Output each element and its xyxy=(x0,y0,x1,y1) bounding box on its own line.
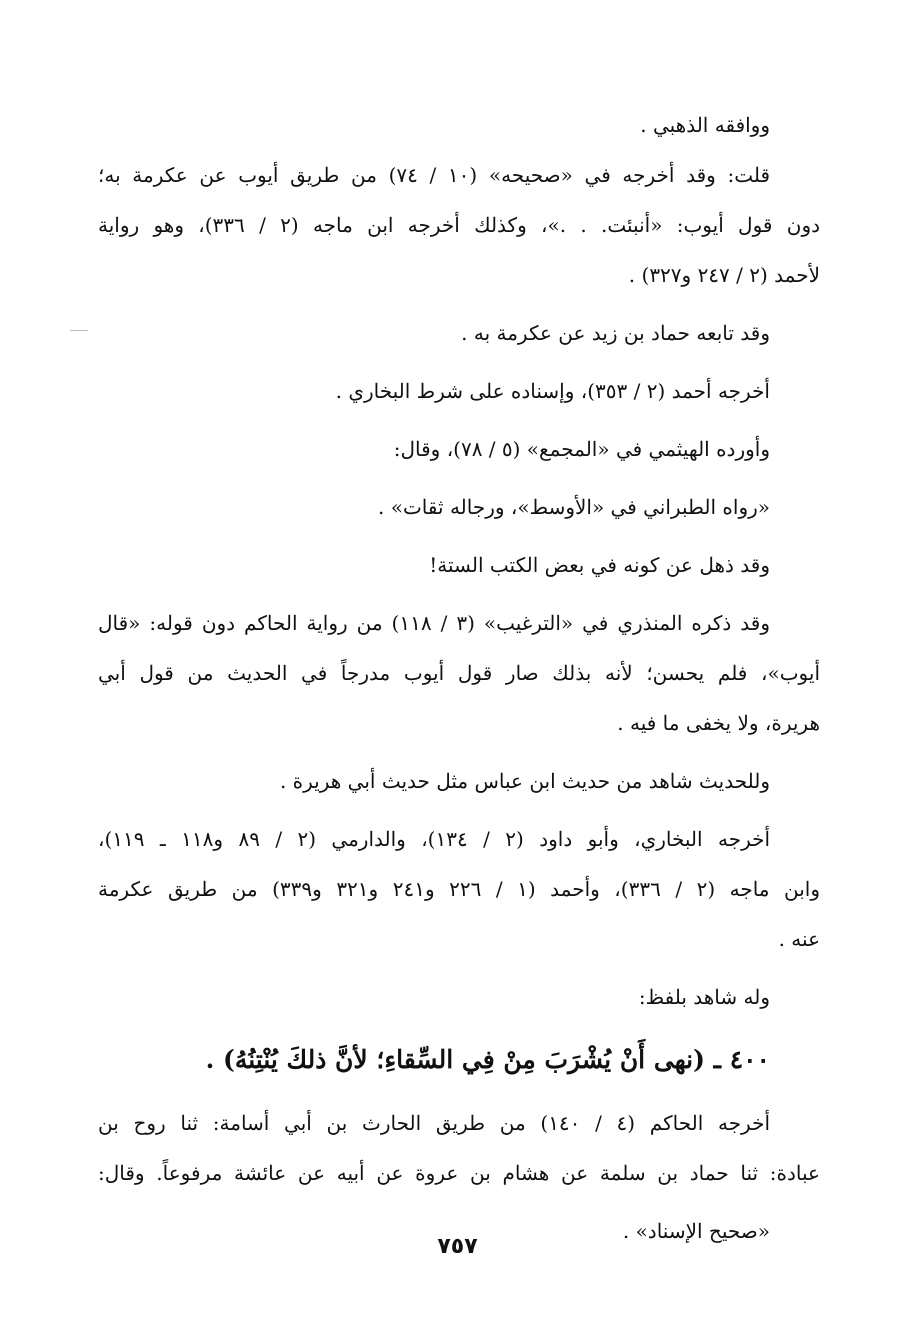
text-line: وله شاهد بلفظ: xyxy=(638,985,770,1009)
text-line: وقد تابعه حماد بن زيد عن عكرمة به . xyxy=(461,321,770,345)
text-line: أيوب»، فلم يحسن؛ لأنه بذلك صار قول أيوب مدرجاً في الحديث من قول أبي xyxy=(98,661,820,685)
text-line: عنه . xyxy=(778,927,820,951)
text-line: وللحديث شاهد من حديث ابن عباس مثل حديث أبي هريرة . xyxy=(279,769,770,793)
text-line: أخرجه البخاري، وأبو داود (٢ / ١٣٤)، والدارمي (٢ / ٨٩ و١١٨ ـ ١١٩)، xyxy=(98,827,771,851)
text-line: وقد ذهل عن كونه في بعض الكتب الستة! xyxy=(429,553,770,577)
text-line: لأحمد (٢ / ٢٤٧ و٣٢٧) . xyxy=(628,263,820,287)
text-line: «رواه الطبراني في «الأوسط»، ورجاله ثقات» . xyxy=(378,495,770,519)
page-body xyxy=(98,100,820,1256)
margin-mark xyxy=(70,330,88,331)
text-line: وأورده الهيثمي في «المجمع» (٥ / ٧٨)، وقال: xyxy=(393,437,770,461)
text-line: وابن ماجه (٢ / ٣٣٦)، وأحمد (١ / ٢٢٦ و٢٤١ و٣٢١ و٣٣٩) من طريق عكرمة xyxy=(98,877,821,901)
text-line: ووافقه الذهبي . xyxy=(640,113,770,137)
text-line: هريرة، ولا يخفى ما فيه . xyxy=(617,711,820,735)
text-line: دون قول أيوب: «أنبئت. . .»، وكذلك أخرجه ابن ماجه (٢ / ٣٣٦)، وهو رواية xyxy=(98,213,821,237)
text-line: عبادة: ثنا حماد بن سلمة عن هشام بن عروة عن أبيه عن عائشة مرفوعاً. وقال: xyxy=(98,1161,820,1185)
text-line: أخرجه الحاكم (٤ / ١٤٠) من طريق الحارث بن أبي أسامة: ثنا روح بن xyxy=(98,1111,771,1135)
text-line: قلت: وقد أخرجه في «صحيحه» (١٠ / ٧٤) من طريق أيوب عن عكرمة به؛ xyxy=(98,163,771,187)
hadith-heading: ٤٠٠ ـ (نهى أَنْ يُشْرَبَ مِنْ فِي السِّقاءِ؛ لأنَّ ذلكَ يُنْتِنُهُ) . xyxy=(205,1045,770,1074)
page-number: ٧٥٧ xyxy=(437,1234,478,1259)
text-line: «صحيح الإسناد» . xyxy=(622,1219,770,1243)
text-line: وقد ذكره المنذري في «الترغيب» (٣ / ١١٨) من رواية الحاكم دون قوله: «قال xyxy=(98,611,771,635)
text-line: أخرجه أحمد (٢ / ٣٥٣)، وإسناده على شرط البخاري . xyxy=(335,379,770,403)
